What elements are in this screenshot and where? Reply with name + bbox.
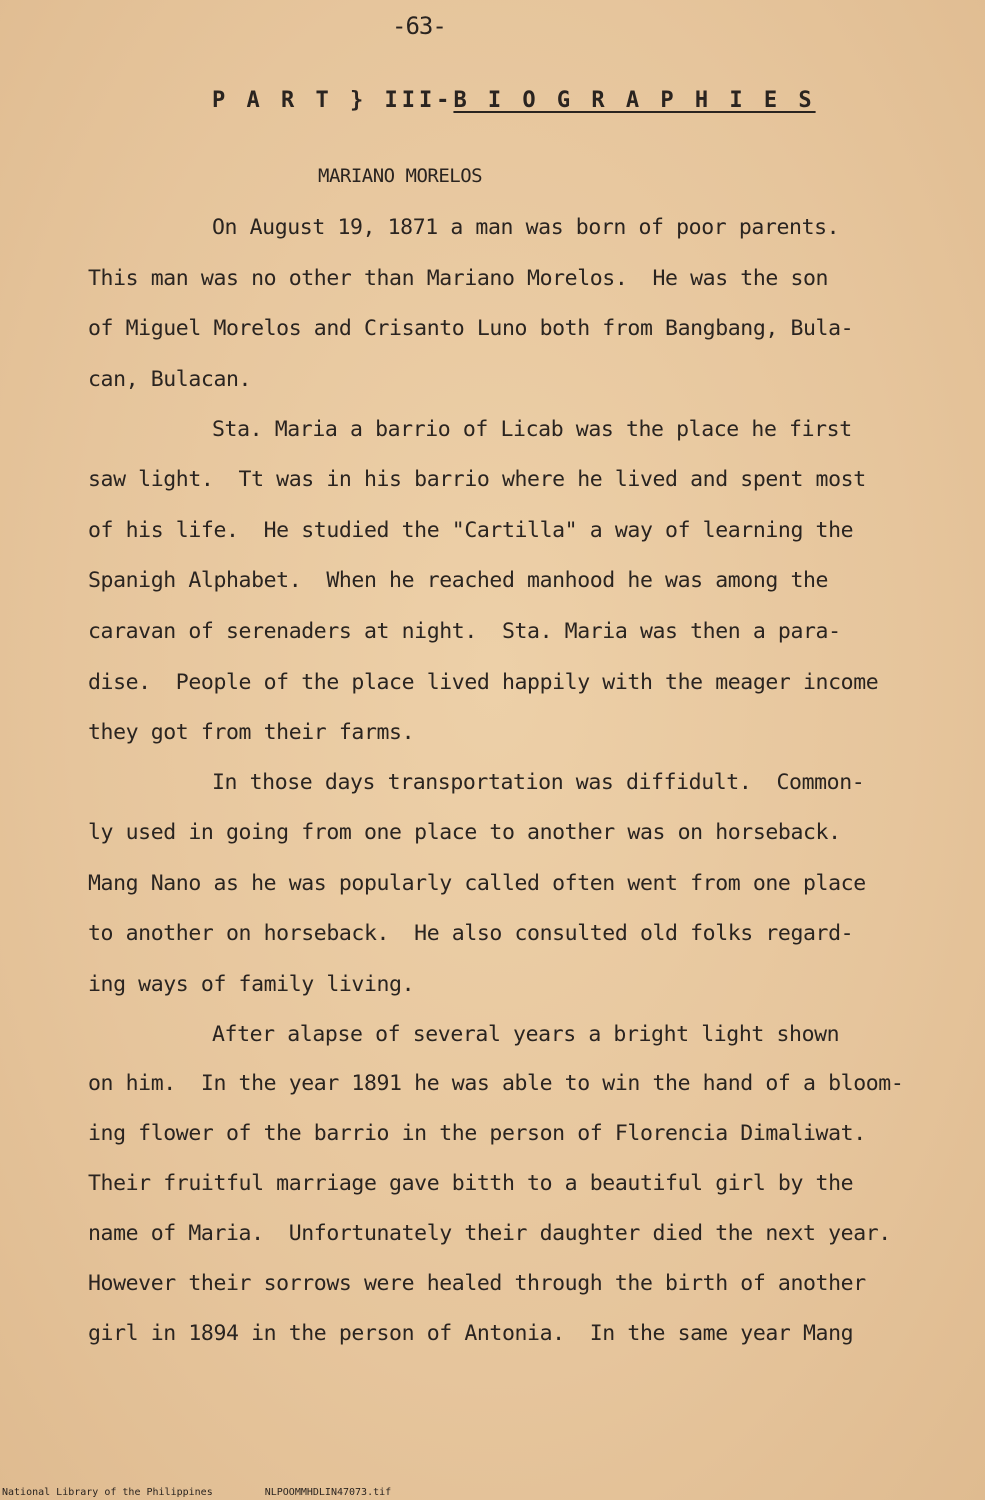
- page-number: -63-: [392, 12, 446, 40]
- text-line: can, Bulacan.: [88, 367, 252, 392]
- text-line: ing ways of family living.: [88, 972, 415, 997]
- text-line: caravan of serenaders at night. Sta. Maria was then a para-: [88, 619, 841, 644]
- text-line: Spanigh Alphabet. When he reached manhood he was among the: [88, 568, 829, 593]
- text-line: name of Maria. Unfortunately their daughter died the next year.: [88, 1221, 891, 1246]
- text-line: dise. People of the place lived happily with the meager income: [88, 670, 879, 695]
- text-line: On August 19, 1871 a man was born of poor parents.: [212, 215, 840, 240]
- footer-filename: NLPOOMMHDLIN47073.tif: [264, 1487, 392, 1498]
- text-line: Sta. Maria a barrio of Licab was the place he first: [212, 417, 852, 442]
- text-line: However their sorrows were healed through the birth of another: [88, 1271, 866, 1296]
- text-line: of his life. He studied the "Cartilla" a way of learning the: [88, 518, 854, 543]
- text-line: Mang Nano as he was popularly called often went from one place: [88, 871, 866, 896]
- part-label: P A R T } III-: [212, 88, 454, 113]
- scan-footer: [2, 1487, 443, 1498]
- part-heading: [212, 88, 816, 113]
- text-line: to another on horseback. He also consulted old folks regard-: [88, 921, 854, 946]
- text-line: This man was no other than Mariano Morelos. He was the son: [88, 266, 829, 291]
- text-line: they got from their farms.: [88, 720, 415, 745]
- text-line: ing flower of the barrio in the person of Florencia Dimaliwat.: [88, 1121, 866, 1146]
- footer-library: National Library of the Philippines: [2, 1487, 213, 1498]
- text-line: In those days transportation was diffidult. Common-: [212, 770, 865, 795]
- section-title: B I O G R A P H I E S: [453, 88, 816, 113]
- text-line: Their fruitful marriage gave bitth to a beautiful girl by the: [88, 1171, 854, 1196]
- text-line: ly used in going from one place to another was on horseback.: [88, 820, 841, 845]
- text-line: saw light. Tt was in his barrio where he lived and spent most: [88, 467, 866, 492]
- text-line: girl in 1894 in the person of Antonia. In the same year Mang: [88, 1321, 854, 1346]
- biography-title: MARIANO MORELOS: [318, 165, 483, 187]
- text-line: on him. In the year 1891 he was able to win the hand of a bloom-: [88, 1071, 904, 1096]
- text-line: of Miguel Morelos and Crisanto Luno both from Bangbang, Bula-: [88, 316, 854, 341]
- text-line: After alapse of several years a bright light shown: [212, 1022, 840, 1047]
